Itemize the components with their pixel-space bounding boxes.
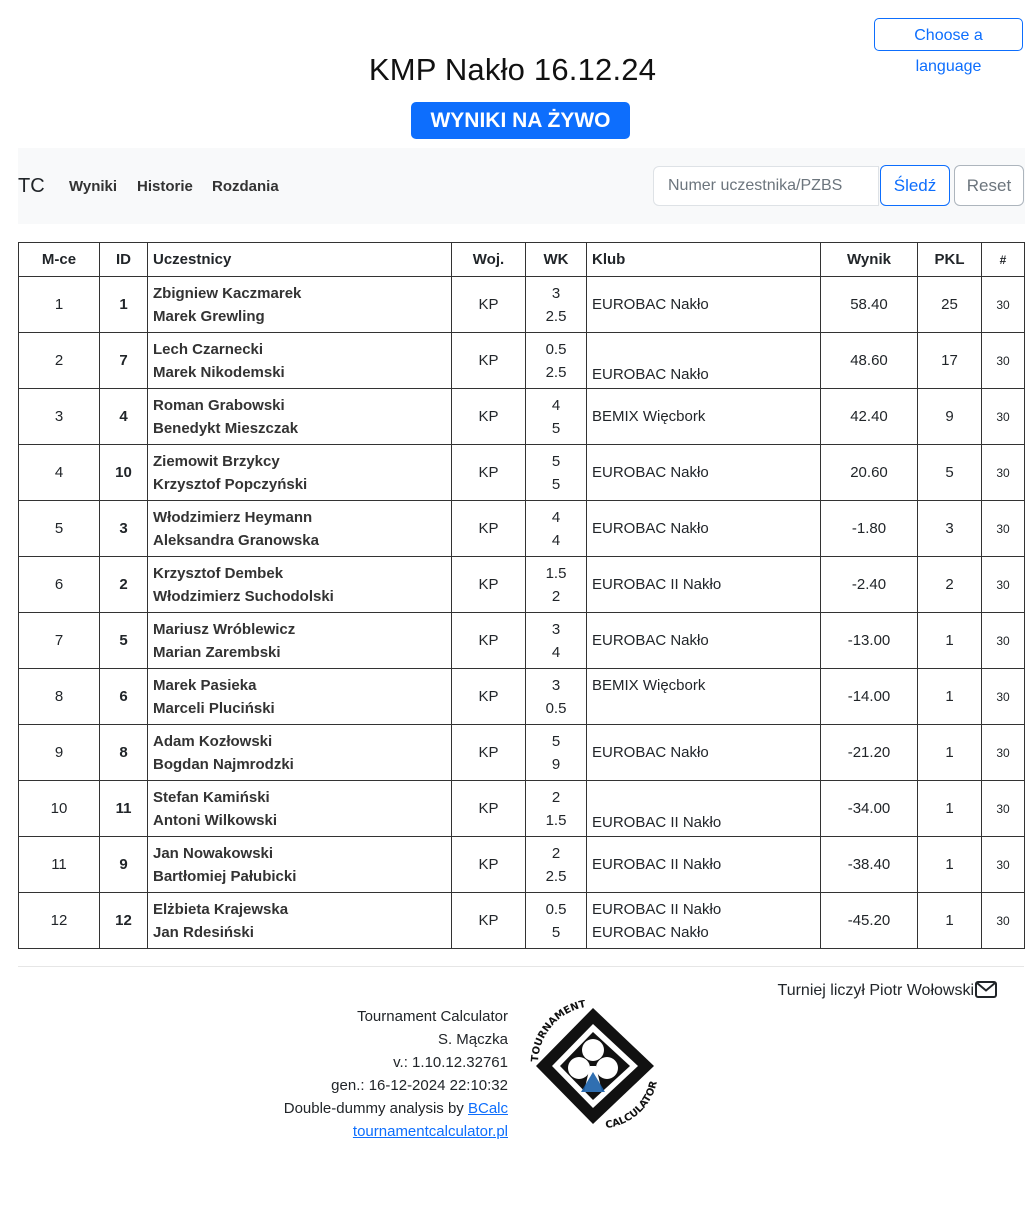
player-name[interactable]: Benedykt Mieszczak [153, 419, 299, 437]
envelope-icon[interactable] [975, 981, 997, 1003]
wk-cell [526, 501, 587, 557]
player-name[interactable]: Bartłomiej Pałubicki [153, 867, 297, 885]
results-body [19, 277, 1025, 949]
live-results-badge[interactable]: WYNIKI NA ŻYWO [411, 102, 630, 139]
result-cell: 58.40 [821, 277, 918, 333]
nav-link-wyniki[interactable]: Wyniki [69, 178, 118, 195]
navbar-brand[interactable]: TC [18, 175, 45, 197]
wk-cell [526, 669, 587, 725]
club-name: BEMIX Więcbork [592, 677, 706, 694]
follow-button[interactable]: Śledź [880, 165, 950, 206]
player-name[interactable]: Marian Zarembski [153, 643, 281, 661]
wk-value: 1.5 [545, 564, 567, 582]
participants-cell[interactable] [148, 445, 452, 501]
table-row[interactable] [19, 277, 1025, 333]
pair-id-cell: 6 [100, 669, 148, 725]
club-name: EUROBAC II Nakło [592, 814, 722, 831]
participants-cell[interactable] [148, 557, 452, 613]
player-name[interactable]: Elżbieta Krajewska [153, 900, 289, 918]
wk-value: 4 [551, 396, 561, 414]
pair-id-cell: 5 [100, 613, 148, 669]
pair-id-cell: 7 [100, 333, 148, 389]
wk-value: 2 [551, 788, 561, 806]
footer-info [200, 1005, 508, 1143]
participants-cell[interactable] [148, 277, 452, 333]
club-cell [587, 613, 821, 669]
player-name[interactable]: Marek Grewling [153, 307, 265, 325]
page-title: KMP Nakło 16.12.24 [368, 52, 657, 87]
table-row[interactable] [19, 893, 1025, 949]
wk-value: 5 [551, 923, 561, 941]
club-name: EUROBAC Nakło [592, 632, 709, 649]
result-cell: 20.60 [821, 445, 918, 501]
player-name[interactable]: Aleksandra Granowska [153, 531, 319, 549]
wk-value: 5 [551, 419, 561, 437]
pair-id-cell: 3 [100, 501, 148, 557]
place-cell: 9 [19, 725, 100, 781]
table-header-row [19, 243, 1025, 277]
pkl-cell: 5 [918, 445, 982, 501]
logo-text-top: TOURNAMENT [529, 1000, 588, 1063]
wk-value: 0.5 [545, 900, 567, 918]
pkl-cell: 17 [918, 333, 982, 389]
wk-value: 4 [551, 531, 561, 549]
club-cell [587, 669, 821, 725]
voivodeship-cell: KP [452, 557, 526, 613]
voivodeship-cell: KP [452, 837, 526, 893]
boards-cell: 30 [982, 557, 1025, 613]
wk-cell [526, 333, 587, 389]
voivodeship-cell: KP [452, 445, 526, 501]
club-name: EUROBAC Nakło [592, 464, 709, 481]
result-cell: -1.80 [821, 501, 918, 557]
bcalc-link[interactable]: BCalc [467, 1100, 508, 1117]
wk-value: 2.5 [545, 363, 567, 381]
voivodeship-cell: KP [452, 893, 526, 949]
boards-cell: 30 [982, 669, 1025, 725]
column-header-club[interactable]: Klub [587, 243, 821, 277]
voivodeship-cell: KP [452, 669, 526, 725]
column-header-result[interactable]: Wynik [821, 243, 918, 277]
site-link[interactable]: tournamentcalculator.pl [352, 1123, 508, 1140]
wk-value: 1.5 [545, 811, 567, 829]
wk-value: 4 [551, 643, 561, 661]
club-cell [587, 389, 821, 445]
pair-id-cell: 9 [100, 837, 148, 893]
result-cell: 42.40 [821, 389, 918, 445]
voivodeship-cell: KP [452, 725, 526, 781]
participants-cell[interactable] [148, 837, 452, 893]
club-name: EUROBAC Nakło [592, 744, 709, 761]
player-name[interactable]: Jan Nowakowski [153, 844, 274, 862]
wk-value: 3 [551, 284, 561, 302]
voivodeship-cell: KP [452, 277, 526, 333]
boards-cell: 30 [982, 333, 1025, 389]
table-row[interactable] [19, 501, 1025, 557]
club-name: EUROBAC Nakło [592, 520, 709, 537]
result-cell: -14.00 [821, 669, 918, 725]
place-cell: 3 [19, 389, 100, 445]
club-cell [587, 725, 821, 781]
table-row[interactable] [19, 669, 1025, 725]
participants-cell[interactable] [148, 501, 452, 557]
table-row[interactable] [19, 613, 1025, 669]
club-name: EUROBAC II Nakło [592, 856, 722, 873]
club-name: EUROBAC Nakło [592, 296, 709, 313]
player-name[interactable]: Ziemowit Brzykcy [153, 452, 280, 470]
pair-id-cell: 4 [100, 389, 148, 445]
footer-divider [18, 966, 1024, 967]
calculated-by-text: Turniej liczył Piotr Wołowski [777, 982, 974, 999]
player-name[interactable]: Krzysztof Popczyński [153, 475, 308, 493]
club-cell [587, 445, 821, 501]
result-cell: -38.40 [821, 837, 918, 893]
logo-text-bottom: CALCULATOR [604, 1079, 660, 1130]
pair-id-cell: 1 [100, 277, 148, 333]
wk-cell [526, 613, 587, 669]
player-name[interactable]: Marceli Pluciński [153, 699, 275, 717]
participants-cell[interactable] [148, 669, 452, 725]
club-cell [587, 501, 821, 557]
wk-value: 2 [551, 587, 561, 605]
wk-cell [526, 837, 587, 893]
wk-cell [526, 781, 587, 837]
club-name: EUROBAC II Nakło [592, 576, 722, 593]
boards-cell: 30 [982, 445, 1025, 501]
wk-value: 3 [551, 676, 561, 694]
place-cell: 10 [19, 781, 100, 837]
wk-value: 2.5 [545, 307, 567, 325]
wk-cell [526, 893, 587, 949]
pkl-cell: 2 [918, 557, 982, 613]
pkl-cell: 1 [918, 893, 982, 949]
wk-value: 5 [551, 452, 561, 470]
generated-timestamp: gen.: 16-12-2024 22:10:32 [331, 1077, 508, 1094]
place-cell: 1 [19, 277, 100, 333]
player-name[interactable]: Lech Czarnecki [153, 340, 264, 358]
voivodeship-cell: KP [452, 333, 526, 389]
calculated-by [778, 981, 997, 1003]
club-name: EUROBAC Nakło [592, 366, 709, 383]
voivodeship-cell: KP [452, 613, 526, 669]
result-cell: -2.40 [821, 557, 918, 613]
result-cell: -21.20 [821, 725, 918, 781]
column-header-pkl[interactable]: PKL [918, 243, 982, 277]
voivodeship-cell: KP [452, 389, 526, 445]
pair-id-cell: 2 [100, 557, 148, 613]
wk-cell [526, 277, 587, 333]
place-cell: 4 [19, 445, 100, 501]
participants-cell[interactable] [148, 893, 452, 949]
boards-cell: 30 [982, 893, 1025, 949]
player-name[interactable]: Krzysztof Dembek [153, 564, 284, 582]
wk-value: 5 [551, 475, 561, 493]
player-name[interactable]: Marek Pasieka [153, 676, 257, 694]
column-header-wk[interactable]: WK [526, 243, 587, 277]
player-name[interactable]: Antoni Wilkowski [153, 811, 278, 829]
club-name: EUROBAC II Nakło [592, 900, 722, 918]
wk-value: 9 [551, 755, 561, 773]
pkl-cell: 1 [918, 725, 982, 781]
club-cell [587, 277, 821, 333]
pkl-cell: 1 [918, 781, 982, 837]
wk-value: 0.5 [545, 699, 567, 717]
wk-cell [526, 725, 587, 781]
player-name[interactable]: Włodzimierz Heymann [153, 508, 313, 526]
double-dummy-prefix: Double-dummy analysis by [283, 1100, 468, 1117]
column-header-boards[interactable]: # [982, 243, 1025, 277]
table-row[interactable] [19, 725, 1025, 781]
table-row[interactable] [19, 333, 1025, 389]
wk-value: 2 [551, 844, 561, 862]
pkl-cell: 9 [918, 389, 982, 445]
pair-id-cell: 11 [100, 781, 148, 837]
club-cell [587, 781, 821, 837]
pair-id-cell: 12 [100, 893, 148, 949]
pkl-cell: 1 [918, 669, 982, 725]
result-cell: -34.00 [821, 781, 918, 837]
participant-search-input[interactable] [653, 166, 879, 206]
nav-link-rozdania[interactable]: Rozdania [212, 178, 279, 195]
wk-value: 2.5 [545, 867, 567, 885]
place-cell: 5 [19, 501, 100, 557]
navbar [18, 148, 1025, 224]
table-row[interactable] [19, 837, 1025, 893]
result-cell: -13.00 [821, 613, 918, 669]
player-name[interactable]: Zbigniew Kaczmarek [153, 284, 302, 302]
voivodeship-cell: KP [452, 781, 526, 837]
choose-language-button[interactable]: Choose a language [874, 18, 1023, 51]
club-cell [587, 333, 821, 389]
boards-cell: 30 [982, 501, 1025, 557]
participants-cell[interactable] [148, 389, 452, 445]
player-name[interactable]: Jan Rdesiński [153, 923, 254, 941]
voivodeship-cell: KP [452, 501, 526, 557]
pkl-cell: 3 [918, 501, 982, 557]
boards-cell: 30 [982, 389, 1025, 445]
player-name[interactable]: Mariusz Wróblewicz [153, 620, 296, 638]
column-header-place[interactable]: M-ce [19, 243, 100, 277]
boards-cell: 30 [982, 277, 1025, 333]
player-name[interactable]: Stefan Kamiński [153, 788, 270, 806]
place-cell: 6 [19, 557, 100, 613]
pkl-cell: 1 [918, 837, 982, 893]
place-cell: 2 [19, 333, 100, 389]
participants-cell[interactable] [148, 781, 452, 837]
wk-cell [526, 445, 587, 501]
player-name[interactable]: Bogdan Najmrodzki [153, 755, 294, 773]
results-table [18, 242, 1025, 949]
player-name[interactable]: Roman Grabowski [153, 396, 285, 414]
app-version: v.: 1.10.12.32761 [393, 1054, 508, 1071]
column-header-participants[interactable]: Uczestnicy [148, 243, 452, 277]
column-header-voivodeship[interactable]: Woj. [452, 243, 526, 277]
club-name: BEMIX Więcbork [592, 408, 706, 425]
participants-cell[interactable] [148, 725, 452, 781]
pkl-cell: 25 [918, 277, 982, 333]
tournament-calculator-logo [528, 1000, 662, 1130]
place-cell: 12 [19, 893, 100, 949]
reset-button[interactable]: Reset [954, 165, 1024, 206]
wk-value: 0.5 [545, 340, 567, 358]
wk-value: 5 [551, 732, 561, 750]
pkl-cell: 1 [918, 613, 982, 669]
club-name: EUROBAC Nakło [592, 923, 709, 941]
pair-id-cell: 10 [100, 445, 148, 501]
boards-cell: 30 [982, 781, 1025, 837]
boards-cell: 30 [982, 613, 1025, 669]
boards-cell: 30 [982, 725, 1025, 781]
wk-cell [526, 389, 587, 445]
participants-cell[interactable] [148, 333, 452, 389]
app-name: Tournament Calculator [357, 1008, 508, 1025]
player-name[interactable]: Włodzimierz Suchodolski [153, 587, 334, 605]
club-cell [587, 893, 821, 949]
table-row[interactable] [19, 557, 1025, 613]
club-cell [587, 837, 821, 893]
table-row[interactable] [19, 445, 1025, 501]
wk-cell [526, 557, 587, 613]
app-author: S. Mączka [437, 1031, 508, 1048]
table-row[interactable] [19, 781, 1025, 837]
wk-value: 4 [551, 508, 561, 526]
double-dummy-credit [200, 1097, 508, 1120]
wk-value: 3 [551, 620, 561, 638]
result-cell: 48.60 [821, 333, 918, 389]
table-row[interactable] [19, 389, 1025, 445]
place-cell: 11 [19, 837, 100, 893]
pair-id-cell: 8 [100, 725, 148, 781]
nav-link-historie[interactable]: Historie [137, 178, 193, 195]
place-cell: 8 [19, 669, 100, 725]
player-name[interactable]: Adam Kozłowski [153, 732, 273, 750]
player-name[interactable]: Marek Nikodemski [153, 363, 285, 381]
column-header-id[interactable]: ID [100, 243, 148, 277]
boards-cell: 30 [982, 837, 1025, 893]
place-cell: 7 [19, 613, 100, 669]
participants-cell[interactable] [148, 613, 452, 669]
club-cell [587, 557, 821, 613]
result-cell: -45.20 [821, 893, 918, 949]
